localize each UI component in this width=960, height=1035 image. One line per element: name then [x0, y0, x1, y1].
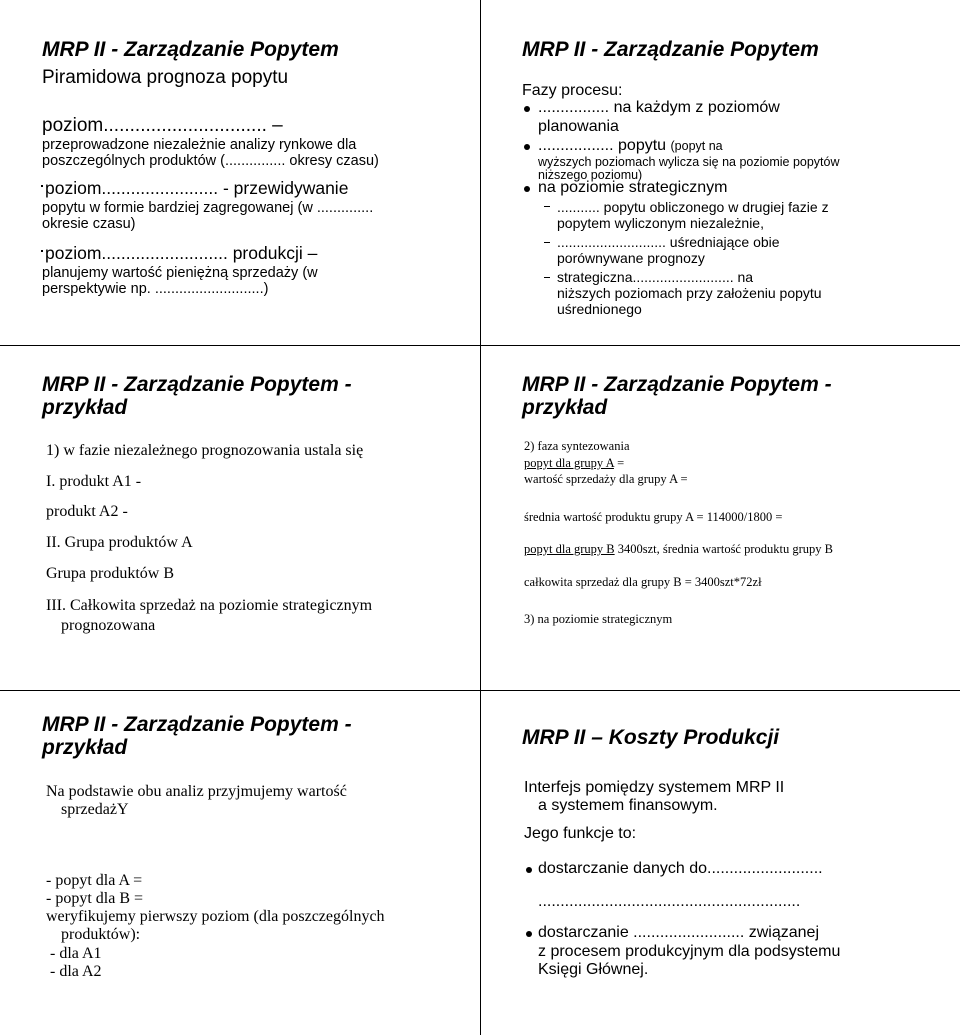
phase-1-line-1: ................ na każdym z poziomów: [538, 99, 780, 116]
slide-4: [480, 345, 960, 690]
synthesis-phase: 2) faza syntezowania: [524, 439, 630, 453]
level-3-head: poziom.......................... produkcji –: [45, 243, 318, 263]
interface-line-1: Interfejs pomiędzy systemem MRP II: [524, 779, 785, 796]
verify-a2: - dla A2: [50, 963, 102, 980]
level-2-marker: [41, 185, 43, 187]
functions-label: Jego funkcje to:: [524, 825, 637, 842]
phase-2-line-1: [538, 137, 723, 155]
level-1-desc-1: przeprowadzone niezależnie analizy rynkowe dla: [42, 137, 357, 153]
verify-a1: - dla A1: [50, 945, 102, 962]
phase-2-note: (popyt na: [670, 139, 723, 153]
group-a-demand-eq: =: [613, 456, 625, 470]
demand-b: - popyt dla B =: [46, 890, 144, 907]
slide-3-title-line-1: MRP II - Zarządzanie Popytem -: [42, 373, 352, 396]
dash-icon: [544, 277, 550, 278]
group-b-demand-rest: 3400szt, średnia wartość produktu grupy B: [614, 542, 833, 556]
product-a1: I. produkt A1 -: [46, 473, 142, 490]
slide-6: [480, 690, 960, 1035]
verify-line-1: weryfikujemy pierwszy poziom (dla poszczególnych: [46, 908, 385, 925]
slide-5-title-line-1: MRP II - Zarządzanie Popytem -: [42, 713, 352, 736]
sub-2-line-2: porównywane prognozy: [557, 250, 705, 266]
slide-1-title: MRP II - Zarządzanie Popytem: [42, 38, 339, 61]
conclusion-line-2: sprzedażY: [61, 801, 129, 818]
total-sales-line-1: III. Całkowita sprzedaż na poziomie strategicznym: [46, 597, 373, 614]
group-a-sales-value: wartość sprzedaży dla grupy A =: [524, 472, 688, 486]
function-1-line-1: dostarczanie danych do..........................: [538, 860, 823, 877]
sub-3-line-1: strategiczna.......................... na: [557, 269, 754, 285]
total-sales-line-2: prognozowana: [61, 617, 156, 634]
phase-2-line-2: wyższych poziomach wylicza się na poziomie popytów: [538, 155, 840, 169]
dash-icon: [544, 242, 550, 243]
group-a: II. Grupa produktów A: [46, 534, 193, 551]
bullet-icon: [526, 931, 532, 937]
slide-5-title-line-2: przykład: [42, 736, 128, 759]
example-step-1: 1) w fazie niezależnego prognozowania ustala się: [46, 442, 364, 459]
sub-2-line-1: ............................ uśredniające obie: [557, 234, 780, 250]
group-b: Grupa produktów B: [46, 565, 174, 582]
verify-line-2: produktów):: [61, 926, 141, 943]
slide-4-title-line-2: przykład: [522, 396, 608, 419]
phase-2-text: ................. popytu: [538, 137, 667, 154]
product-a2: produkt A2 -: [46, 503, 128, 520]
sub-1-line-2: popytem wyliczonym niezależnie,: [557, 215, 764, 231]
level-1-head: poziom............................... –: [42, 115, 283, 136]
sub-3-line-3: uśrednionego: [557, 301, 642, 317]
level-2-desc-1: popytu w formie bardziej zagregowanej (w ..............: [42, 200, 374, 216]
slide-4-title-line-1: MRP II - Zarządzanie Popytem -: [522, 373, 832, 396]
slide-1-subtitle: Piramidowa prognoza popytu: [42, 67, 289, 88]
slide-1: [0, 0, 480, 345]
demand-a: - popyt dla A =: [46, 872, 143, 889]
group-a-demand-label: popyt dla grupy A: [524, 456, 614, 470]
slide-2-title: MRP II - Zarządzanie Popytem: [522, 38, 819, 61]
slide-5: [0, 690, 480, 1035]
dash-icon: [544, 206, 550, 207]
group-a-demand: [524, 456, 624, 471]
sub-1-line-1: ........... popytu obliczonego w drugiej fazie z: [557, 199, 829, 215]
conclusion-line-1: Na podstawie obu analiz przyjmujemy wartość: [46, 783, 347, 800]
slide-6-title: MRP II – Koszty Produkcji: [522, 726, 780, 749]
level-3-desc-2: perspektywie np. ...........................): [42, 281, 269, 297]
interface-line-2: a systemem finansowym.: [538, 797, 718, 814]
bullet-icon: [524, 144, 530, 150]
phase-2-line-3: niższego poziomu): [538, 168, 643, 182]
phases-label: Fazy procesu:: [522, 82, 623, 99]
phase-1-line-2: planowania: [538, 118, 619, 135]
strategic-level: 3) na poziomie strategicznym: [524, 612, 673, 626]
slide-3-title-line-2: przykład: [42, 396, 128, 419]
slide-3: [0, 345, 480, 690]
slide-2: [480, 0, 960, 345]
bullet-icon: [524, 186, 530, 192]
bullet-icon: [524, 106, 530, 112]
group-a-average: średnia wartość produktu grupy A = 114000/1800 =: [524, 510, 783, 524]
sub-3-line-2: niższych poziomach przy założeniu popytu: [557, 285, 822, 301]
group-b-demand-label: popyt dla grupy B: [524, 542, 615, 556]
group-b-total-sales: całkowita sprzedaż dla grupy B = 3400szt*72zł: [524, 575, 762, 589]
function-2-line-3: Księgi Głównej.: [538, 961, 649, 978]
function-2-line-1: dostarczanie ......................... związanej: [538, 924, 819, 941]
function-1-line-2: ...........................................................: [538, 893, 801, 910]
group-b-demand: [524, 542, 833, 557]
function-2-line-2: z procesem produkcyjnym dla podsystemu: [538, 943, 841, 960]
level-3-marker: [41, 250, 43, 252]
level-3-desc-1: planujemy wartość pieniężną sprzedaży (w: [42, 265, 318, 281]
level-2-head: poziom........................ - przewidywanie: [45, 178, 349, 198]
level-2-desc-2: okresie czasu): [42, 216, 136, 232]
phase-3-line: na poziomie strategicznym: [538, 179, 728, 196]
level-1-desc-2: poszczególnych produktów (............... okresy czasu): [42, 153, 379, 169]
bullet-icon: [526, 867, 532, 873]
